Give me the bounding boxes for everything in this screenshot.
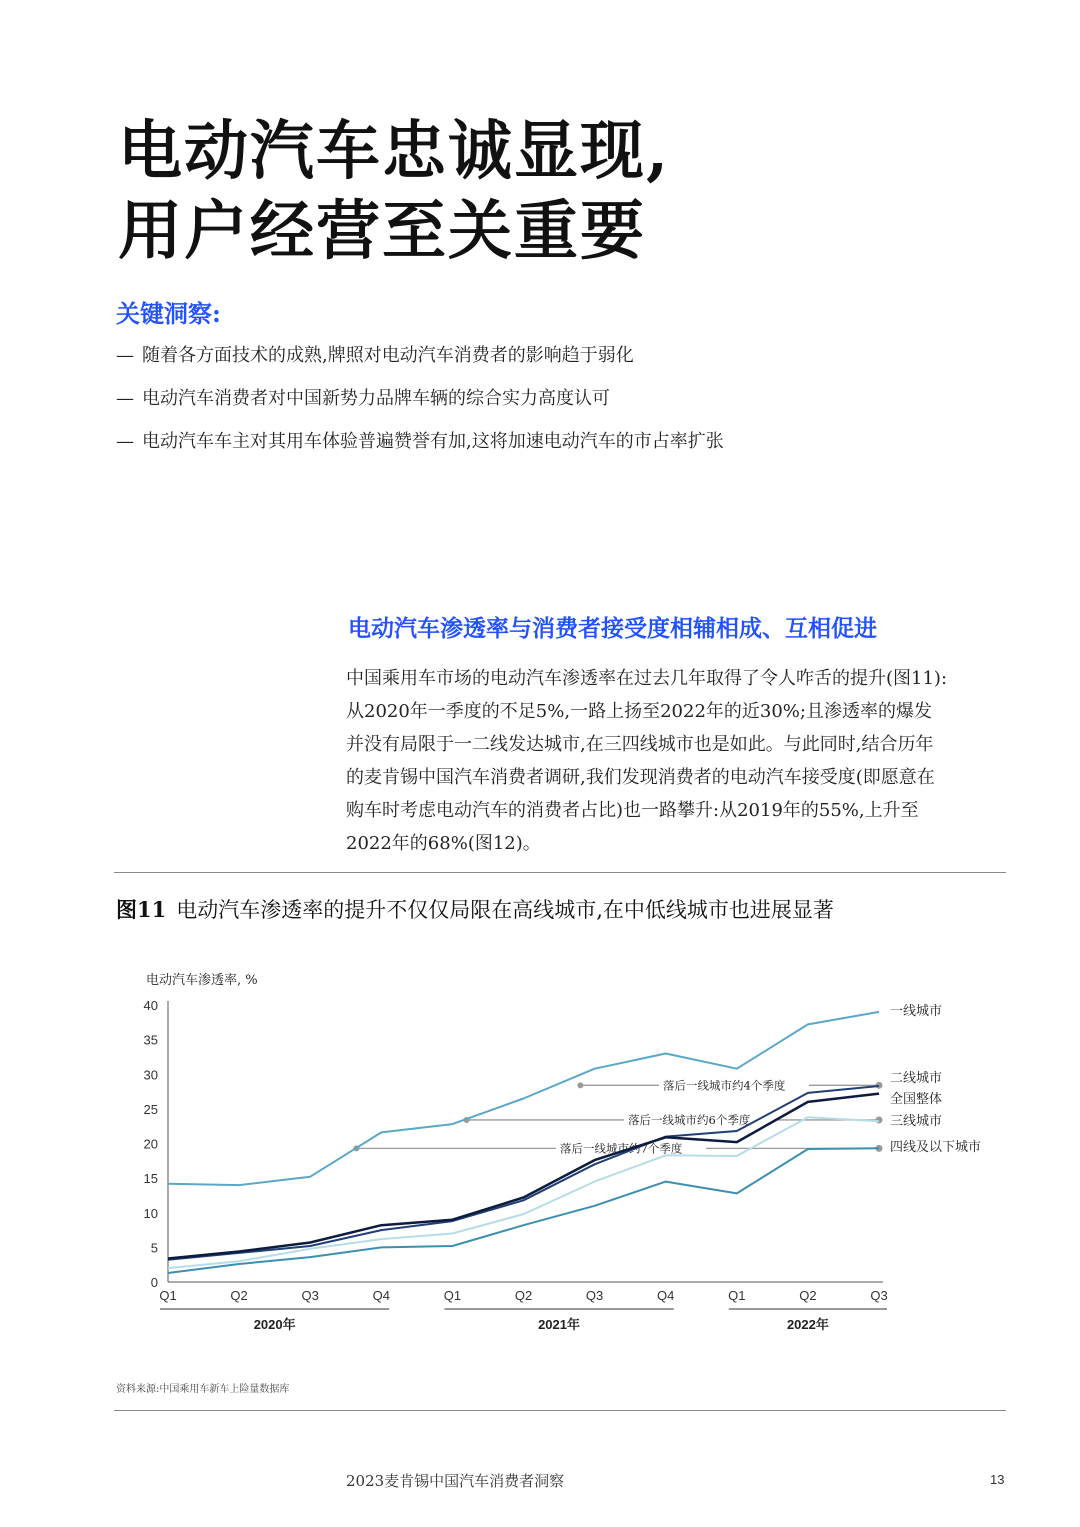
series-line (168, 1117, 879, 1268)
x-tick-label: Q4 (372, 1288, 390, 1303)
x-tick-label: Q1 (443, 1288, 462, 1303)
series-label: 全国整体 (890, 1092, 943, 1107)
lag-annotation-end-dot (876, 1116, 883, 1123)
y-tick-label: 20 (143, 1136, 158, 1152)
figure-number: 图11 (116, 897, 167, 922)
y-tick-label: 0 (150, 1275, 158, 1290)
page-title-line-1: 电动汽车忠诚显现, (118, 114, 671, 189)
x-tick-label: Q3 (301, 1288, 319, 1303)
divider-bottom (114, 1410, 1006, 1411)
penetration-line-chart (0, 960, 1080, 1370)
paragraph-line: 并没有局限于一二线发达城市,在三四线城市也是如此。与此同时,结合历年 (346, 734, 934, 755)
y-axis-label: 电动汽车渗透率, % (146, 973, 258, 988)
series-label: 三线城市 (890, 1114, 943, 1129)
insight-text: 随着各方面技术的成熟,牌照对电动汽车消费者的影响趋于弱化 (142, 345, 634, 366)
source-note: 资料来源:中国乘用车新车上险量数据库 (116, 1384, 290, 1395)
series-line (168, 1012, 879, 1185)
paragraph-line: 从2020年一季度的不足5%,一路上扬至2022年的近30%;且渗透率的爆发 (346, 701, 932, 722)
x-tick-label: Q2 (514, 1288, 533, 1303)
x-tick-label: Q1 (728, 1288, 746, 1303)
key-insights-label: 关键洞察: (116, 299, 221, 328)
y-tick-label: 25 (143, 1101, 158, 1117)
paragraph-line: 购车时考虑电动汽车的消费者占比)也一路攀升:从2019年的55%,上升至 (346, 800, 919, 821)
section-heading: 电动汽车渗透率与消费者接受度相辅相成、互相促进 (348, 615, 877, 642)
key-insights-list (116, 344, 724, 473)
series-line (168, 1086, 879, 1260)
series-label: 一线城市 (890, 1004, 943, 1019)
y-tick-label: 35 (143, 1032, 158, 1048)
body-paragraph (346, 662, 1012, 860)
insight-text: 电动汽车消费者对中国新势力品牌车辆的综合实力高度认可 (142, 388, 610, 409)
x-tick-label: Q3 (585, 1288, 604, 1303)
page-title (118, 112, 670, 272)
y-tick-label: 5 (150, 1240, 158, 1256)
dash-marker: — (116, 431, 134, 452)
figure-caption: 电动汽车渗透率的提升不仅仅局限在高线城市,在中低线城市也进展显著 (176, 898, 834, 922)
series-label: 二线城市 (890, 1071, 943, 1086)
dash-marker: — (116, 345, 134, 366)
lag-annotation-start-dot (577, 1082, 583, 1088)
paragraph-line: 2022年的68%(图12)。 (346, 833, 541, 854)
year-group-label: 2021年 (538, 1317, 581, 1332)
x-tick-label: Q1 (159, 1288, 177, 1303)
paragraph-line: 的麦肯锡中国汽车消费者调研,我们发现消费者的电动汽车接受度(即愿意在 (346, 767, 935, 788)
y-tick-label: 10 (143, 1205, 158, 1221)
insight-item (116, 387, 724, 430)
insight-item (116, 344, 724, 387)
divider-top (114, 872, 1006, 873)
y-tick-label: 15 (143, 1171, 158, 1187)
figure-title (116, 894, 834, 924)
lag-annotation-label: 落后一线城市约4个季度 (663, 1078, 786, 1093)
footer-title: 2023麦肯锡中国汽车消费者洞察 (346, 1472, 565, 1490)
x-tick-label: Q4 (657, 1288, 675, 1303)
paragraph-line: 中国乘用车市场的电动汽车渗透率在过去几年取得了令人咋舌的提升(图11): (346, 668, 948, 689)
y-tick-label: 40 (143, 998, 158, 1013)
series-label: 四线及以下城市 (890, 1140, 982, 1155)
page-title-line-2: 用户经营至关重要 (118, 194, 646, 269)
lag-annotation-label: 落后一线城市约6个季度 (628, 1112, 751, 1127)
x-tick-label: Q3 (870, 1288, 888, 1303)
x-tick-label: Q2 (230, 1288, 248, 1303)
year-group-label: 2022年 (786, 1317, 829, 1332)
page-number: 13 (990, 1472, 1005, 1487)
year-group-label: 2020年 (253, 1317, 296, 1332)
lag-annotation-label: 落后一线城市约7个季度 (560, 1141, 683, 1156)
insight-item (116, 430, 724, 473)
y-tick-label: 30 (143, 1067, 158, 1083)
x-tick-label: Q2 (799, 1288, 817, 1303)
dash-marker: — (116, 388, 134, 409)
insight-text: 电动汽车车主对其用车体验普遍赞誉有加,这将加速电动汽车的市占率扩张 (142, 431, 724, 452)
